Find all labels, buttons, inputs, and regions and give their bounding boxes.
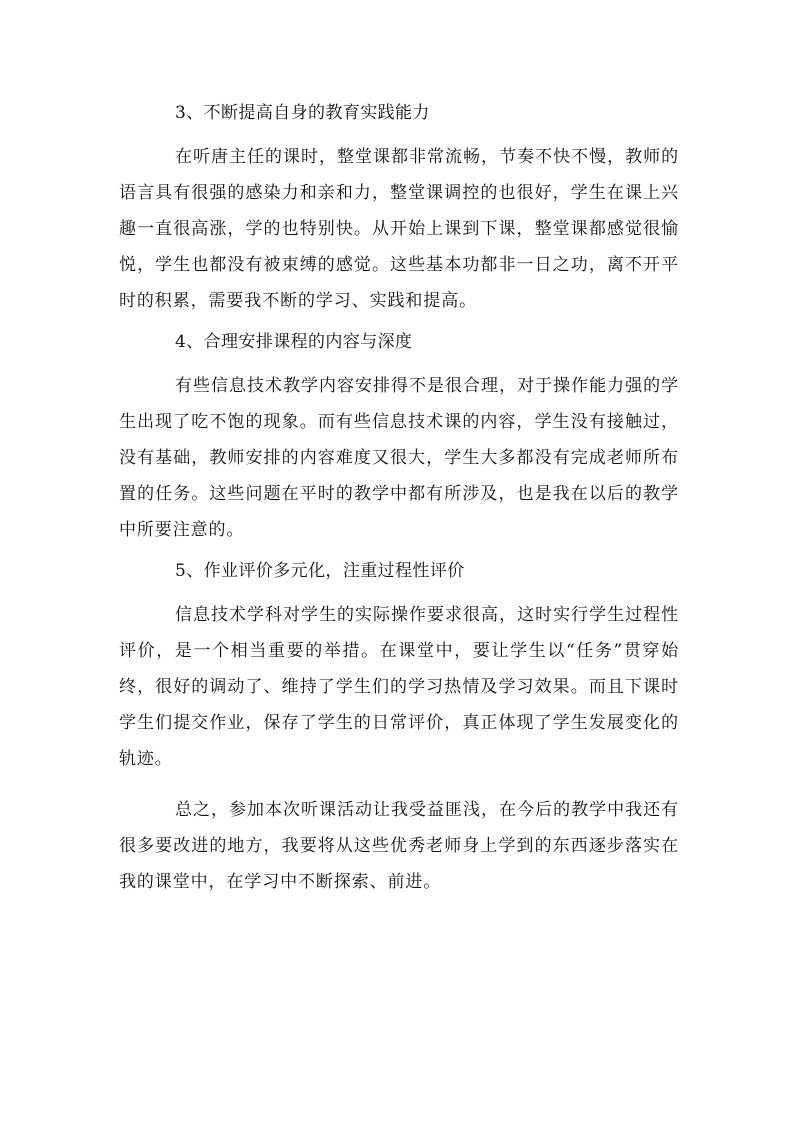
document-body <box>119 100 679 915</box>
section-5-heading: 5、作业评价多元化，注重过程性评价 <box>175 561 465 581</box>
section-4-heading: 4、合理安排课程的内容与深度 <box>175 332 413 352</box>
conclusion-paragraph: 总之，参加本次听课活动让我受益匪浅，在今后的教学中我还有很多要改进的地方，我要将从这些优秀老师身上学到的东西逐步落实在我的课堂中，在学习中不断探索、前进。 <box>119 800 679 892</box>
section-3-paragraph: 在听唐主任的课时，整堂课都非常流畅，节奏不快不慢，教师的语言具有很强的感染力和亲和力，整堂课调控的也很好，学生在课上兴趣一直很高涨，学的也特别快。从开始上课到下课，整堂课都感觉很愉悦，学生也都没有被束缚的感觉。这些基本功都非一日之功，离不开平时的积累，需要我不断的学习、实践和提高。 <box>119 147 679 311</box>
section-5-paragraph: 信息技术学科对学生的实际操作要求很高，这时实行学生过程性评价，是一个相当重要的举措。在课堂中，要让学生以“任务”贯穿始终，很好的调动了、维持了学生们的学习热情及学习效果。而且下课时学生们提交作业，保存了学生的日常评价，真正体现了学生发展变化的轨迹。 <box>119 605 679 769</box>
section-4-paragraph: 有些信息技术教学内容安排得不是很合理，对于操作能力强的学生出现了吃不饱的现象。而有些信息技术课的内容，学生没有接触过，没有基础，教师安排的内容难度又很大，学生大多都没有完成老师所布置的任务。这些问题在平时的教学中都有所涉及，也是我在以后的教学中所要注意的。 <box>119 376 679 540</box>
section-3-heading: 3、不断提高自身的教育实践能力 <box>175 103 430 123</box>
